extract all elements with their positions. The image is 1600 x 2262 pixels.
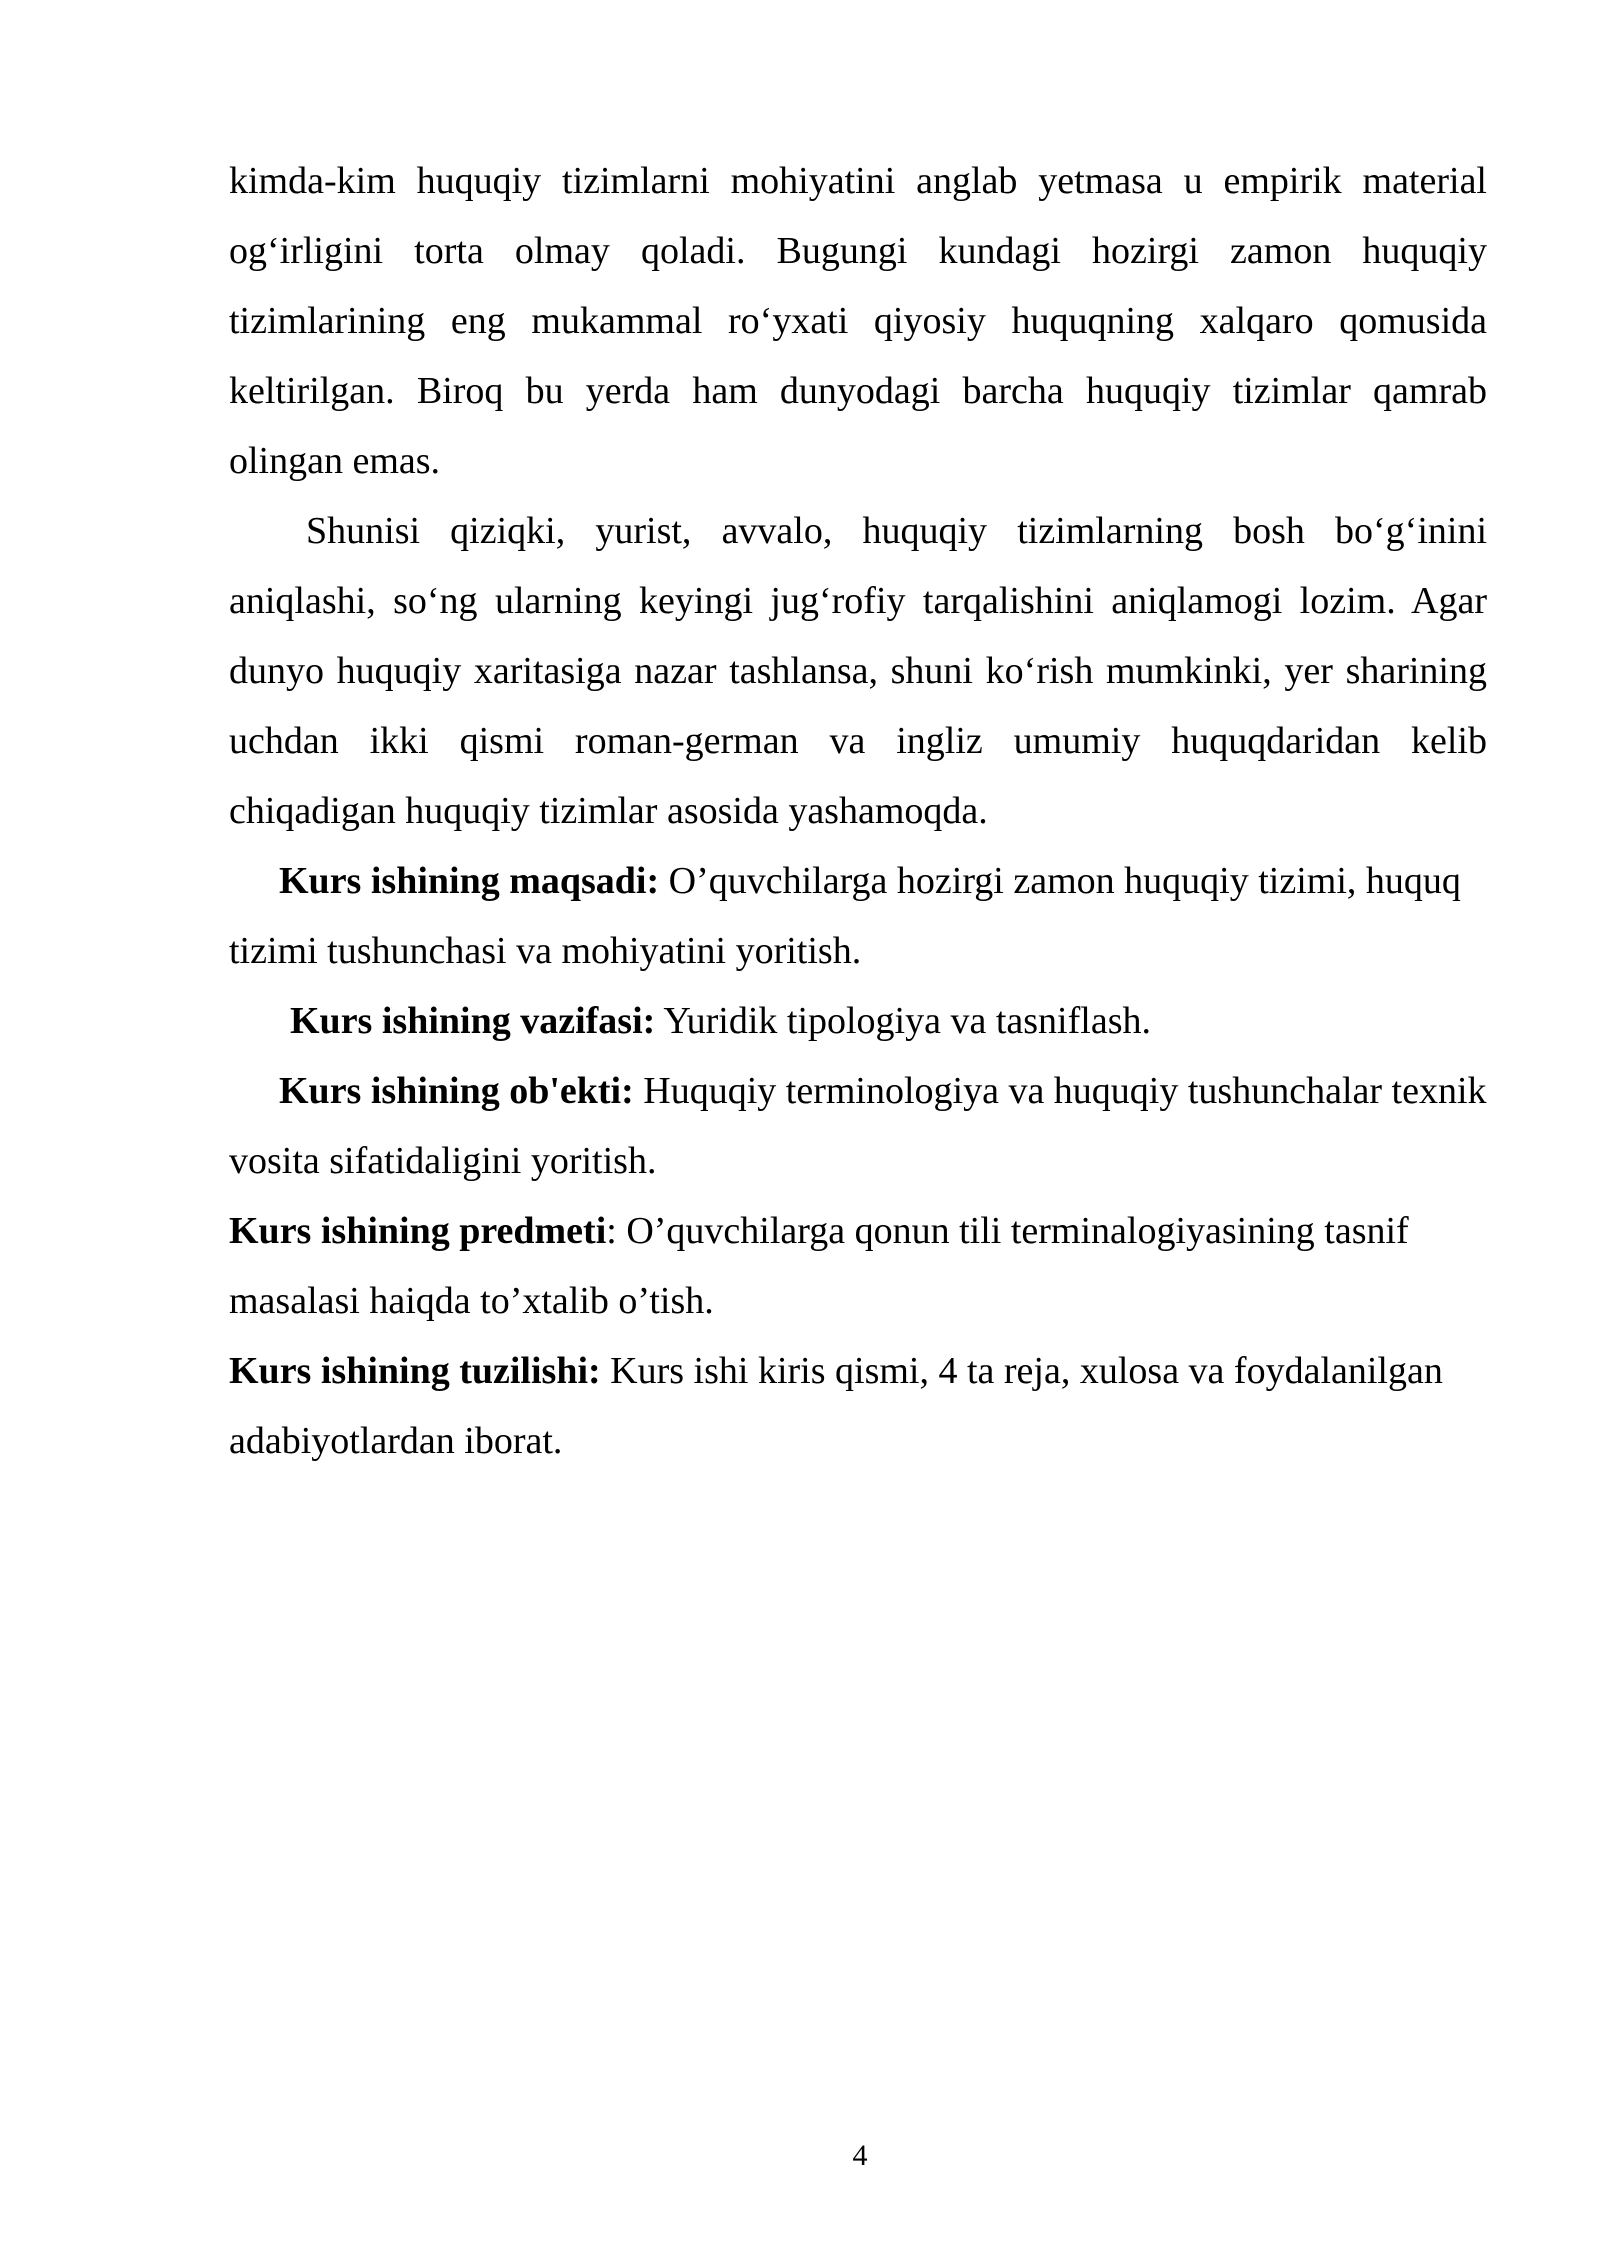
section-object (229, 1056, 1487, 1196)
section-structure (229, 1336, 1487, 1476)
paragraph-legal-systems: kimda-kim huquqiy tizimlarni mohiyatini anglab yetmasa u empirik material og‘irligini torta olmay qoladi. Bugungi kundagi hozirgi zamon huquqiy tizimlarining eng mukammal ro‘yxati qiyosiy huquqning xalqaro qomusida keltirilgan. Biroq bu yerda ham dunyodagi barcha huquqiy tizimlar qamrab olingan emas. (229, 160, 1487, 482)
document-body (229, 146, 1487, 1476)
section-text: Huquqiy terminologiya va huquqiy tushunchalar texnik vosita sifatidaligini yoritish. (229, 1070, 1487, 1182)
section-label: Kurs ishining maqsadi: (279, 860, 660, 902)
section-purpose (229, 846, 1487, 986)
page-number: 4 (852, 2139, 868, 2172)
section-label: Kurs ishining predmeti (229, 1210, 607, 1252)
section-text: Kurs ishi kiris qismi, 4 ta reja, xulosa va foydalanilgan adabiyotlardan iborat. (229, 1350, 1443, 1462)
section-text: Yuridik tipologiya va tasniflash. (655, 1000, 1151, 1042)
section-text: : O’quvchilarga qonun tili terminalogiyasining tasnif masalasi haiqda to’xtalib o’tish. (229, 1210, 1409, 1322)
section-text: O’quvchilarga hozirgi zamon huquqiy tizimi, huquq tizimi tushunchasi va mohiyatini yoritish. (229, 860, 1461, 972)
section-task (229, 986, 1487, 1056)
section-label: Kurs ishining ob'ekti: (279, 1070, 634, 1112)
section-subject (229, 1196, 1487, 1336)
section-label: Kurs ishining tuzilishi: (229, 1350, 601, 1392)
paragraph-lawyer-task: Shunisi qiziqki, yurist, avvalo, huquqiy tizimlarning bosh bo‘g‘inini aniqlashi, so‘ng ularning keyingi jug‘rofiy tarqalishini aniqlamogi lozim. Agar dunyo huquqiy xaritasiga nazar tashlansa, shuni ko‘rish mumkinki, yer sharining uchdan ikki qismi roman-german va ingliz umumiy huquqdaridan kelib chiqadigan huquqiy tizimlar asosida yashamoqda. (229, 510, 1487, 832)
section-label: Kurs ishining vazifasi: (290, 1000, 656, 1042)
